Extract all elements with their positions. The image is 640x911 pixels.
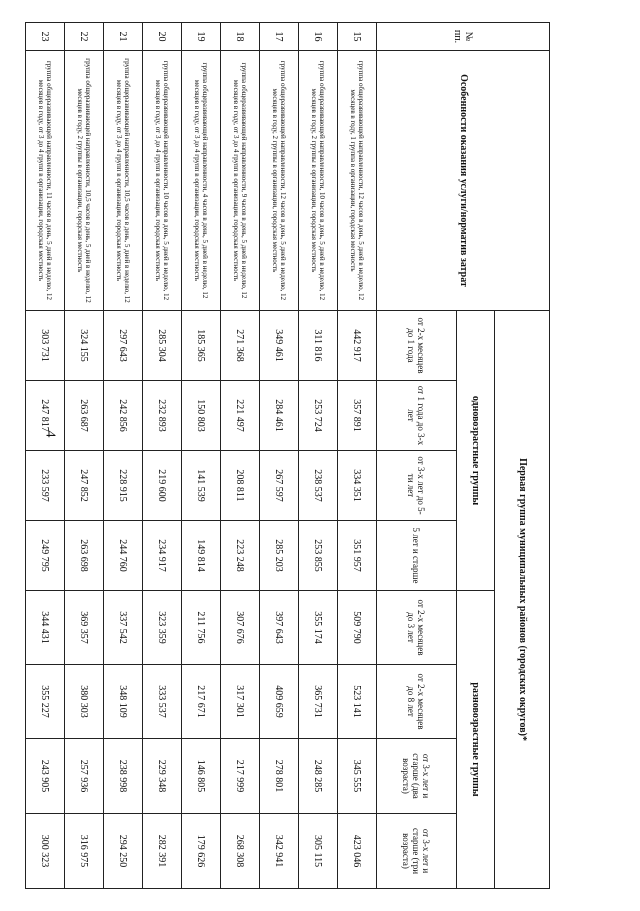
cost-value: 185 365	[182, 311, 221, 381]
sub-header: от 3-х лет и старше (два возраста)	[377, 739, 457, 814]
row-number: 21	[104, 23, 143, 51]
cost-value: 317 301	[221, 665, 260, 739]
cost-value: 233 597	[26, 451, 65, 521]
cost-value: 509 790	[338, 591, 377, 665]
sub-header: от 2-х месяцев до 3 лет	[377, 591, 457, 665]
cost-value: 244 760	[104, 521, 143, 591]
cost-value: 355 174	[299, 591, 338, 665]
cost-value: 357 891	[338, 381, 377, 451]
table-row	[338, 23, 377, 889]
cost-value: 285 304	[143, 311, 182, 381]
sub-header: от 3-х лет и старше (три возраста)	[377, 814, 457, 889]
cost-value: 285 203	[260, 521, 299, 591]
cost-value: 248 285	[299, 739, 338, 814]
cost-value: 305 115	[299, 814, 338, 889]
cost-value: 323 359	[143, 591, 182, 665]
cost-value: 141 539	[182, 451, 221, 521]
col-number-header: № пп.	[377, 23, 550, 51]
cost-value: 268 308	[221, 814, 260, 889]
row-description: группа общеразвивающей направленности, 4 часов в день, 5 дней в неделю, 12 месяцев в году, от 3 до 4 групп в организации, городская местность	[182, 51, 221, 311]
mixed-age-header: разновозрастные группы	[457, 591, 495, 889]
cost-value: 219 600	[143, 451, 182, 521]
cost-value: 423 046	[338, 814, 377, 889]
row-number: 18	[221, 23, 260, 51]
cost-value: 271 368	[221, 311, 260, 381]
sub-header: от 1 года до 3-х лет	[377, 381, 457, 451]
table-row	[221, 23, 260, 889]
cost-value: 247 817	[26, 381, 65, 451]
sub-header: от 2-х месяцев до 1 года	[377, 311, 457, 381]
cost-value: 253 855	[299, 521, 338, 591]
cost-value: 333 537	[143, 665, 182, 739]
cost-value: 297 643	[104, 311, 143, 381]
col-description-header: Особенности оказания услуги/норматив затрат	[377, 51, 550, 311]
cost-norms-table	[25, 22, 550, 889]
cost-value: 247 852	[65, 451, 104, 521]
page-number: 4	[42, 430, 58, 438]
cost-value: 149 814	[182, 521, 221, 591]
table-row	[104, 23, 143, 889]
cost-value: 150 803	[182, 381, 221, 451]
cost-value: 257 936	[65, 739, 104, 814]
cost-value: 337 542	[104, 591, 143, 665]
cost-value: 300 323	[26, 814, 65, 889]
table-row	[182, 23, 221, 889]
cost-value: 263 698	[65, 521, 104, 591]
cost-value: 409 659	[260, 665, 299, 739]
row-number: 16	[299, 23, 338, 51]
sub-header: 5 лет и старше	[377, 521, 457, 591]
cost-value: 238 537	[299, 451, 338, 521]
row-number: 20	[143, 23, 182, 51]
cost-value: 249 795	[26, 521, 65, 591]
table-row	[260, 23, 299, 889]
group-title-header: Первая группа муниципальных районов (городских округов)*	[495, 311, 550, 889]
cost-value: 345 555	[338, 739, 377, 814]
cost-value: 369 357	[65, 591, 104, 665]
cost-value: 211 756	[182, 591, 221, 665]
cost-value: 303 731	[26, 311, 65, 381]
cost-value: 334 351	[338, 451, 377, 521]
cost-value: 278 801	[260, 739, 299, 814]
cost-value: 348 109	[104, 665, 143, 739]
row-number: 17	[260, 23, 299, 51]
cost-value: 355 227	[26, 665, 65, 739]
cost-value: 228 915	[104, 451, 143, 521]
cost-value: 342 941	[260, 814, 299, 889]
cost-value: 238 998	[104, 739, 143, 814]
cost-value: 294 250	[104, 814, 143, 889]
row-description: группа общеразвивающей направленности, 10,5 часов в день, 5 дней в неделю, 12 месяцев в году, от 3 до 4 групп в организации, городская местность	[104, 51, 143, 311]
cost-value: 208 811	[221, 451, 260, 521]
cost-value: 284 461	[260, 381, 299, 451]
cost-value: 307 676	[221, 591, 260, 665]
table-row	[26, 23, 65, 889]
cost-value: 263 687	[65, 381, 104, 451]
cost-value: 242 856	[104, 381, 143, 451]
table-row	[65, 23, 104, 889]
cost-value: 365 731	[299, 665, 338, 739]
row-description: группа общеразвивающей направленности, 9 часов в день, 5 дней в неделю, 12 месяцев в году, от 3 до 4 групп в организации, городская местность	[221, 51, 260, 311]
same-age-header: одновозрастные группы	[457, 311, 495, 591]
row-description: группа общеразвивающей направленности, 12 часов в день, 5 дней в неделю, 12 месяцев в году, 2 группы в организации, городская местность	[260, 51, 299, 311]
cost-value: 344 431	[26, 591, 65, 665]
cost-value: 217 671	[182, 665, 221, 739]
cost-value: 351 957	[338, 521, 377, 591]
cost-value: 267 597	[260, 451, 299, 521]
cost-value: 243 905	[26, 739, 65, 814]
cost-value: 221 497	[221, 381, 260, 451]
cost-value: 217 999	[221, 739, 260, 814]
cost-value: 179 626	[182, 814, 221, 889]
cost-value: 316 975	[65, 814, 104, 889]
cost-value: 397 643	[260, 591, 299, 665]
row-number: 23	[26, 23, 65, 51]
cost-value: 380 303	[65, 665, 104, 739]
cost-value: 523 141	[338, 665, 377, 739]
table-body	[26, 23, 377, 889]
table-row	[143, 23, 182, 889]
cost-value: 146 805	[182, 739, 221, 814]
cost-value: 229 348	[143, 739, 182, 814]
row-description: группа общеразвивающей направленности, 10,5 часов в день, 5 дней в неделю, 12 месяцев в году, 2 группы в организации, городская местность	[65, 51, 104, 311]
row-number: 19	[182, 23, 221, 51]
row-description: группа общеразвивающей направленности, 12 часов в день, 5 дней в неделю, 12 месяцев в году, 1 группа в организации, городская местность	[338, 51, 377, 311]
table-row	[299, 23, 338, 889]
row-number: 22	[65, 23, 104, 51]
cost-value: 442 917	[338, 311, 377, 381]
sub-header: от 3-х лет до 5-ти лет	[377, 451, 457, 521]
sub-header: от 2-х месяцев до 8 лет	[377, 665, 457, 739]
row-number: 15	[338, 23, 377, 51]
cost-value: 311 816	[299, 311, 338, 381]
row-description: группа общеразвивающей направленности, 10 часов в день, 5 дней в неделю, 12 месяцев в году, от 3 до 4 групп в организации, городская местность	[143, 51, 182, 311]
row-description: группа общеразвивающей направленности, 10 часов в день, 5 дней в неделю, 12 месяцев в году, 2 группы в организации, городская местность	[299, 51, 338, 311]
cost-value: 282 391	[143, 814, 182, 889]
cost-value: 232 893	[143, 381, 182, 451]
cost-value: 324 155	[65, 311, 104, 381]
cost-value: 223 248	[221, 521, 260, 591]
cost-value: 253 724	[299, 381, 338, 451]
cost-value: 234 917	[143, 521, 182, 591]
row-description: группа общеразвивающей направленности, 11 часов в день, 5 дней в неделю, 12 месяцев в году, от 3 до 4 групп в организации, городская местность	[26, 51, 65, 311]
cost-value: 349 461	[260, 311, 299, 381]
